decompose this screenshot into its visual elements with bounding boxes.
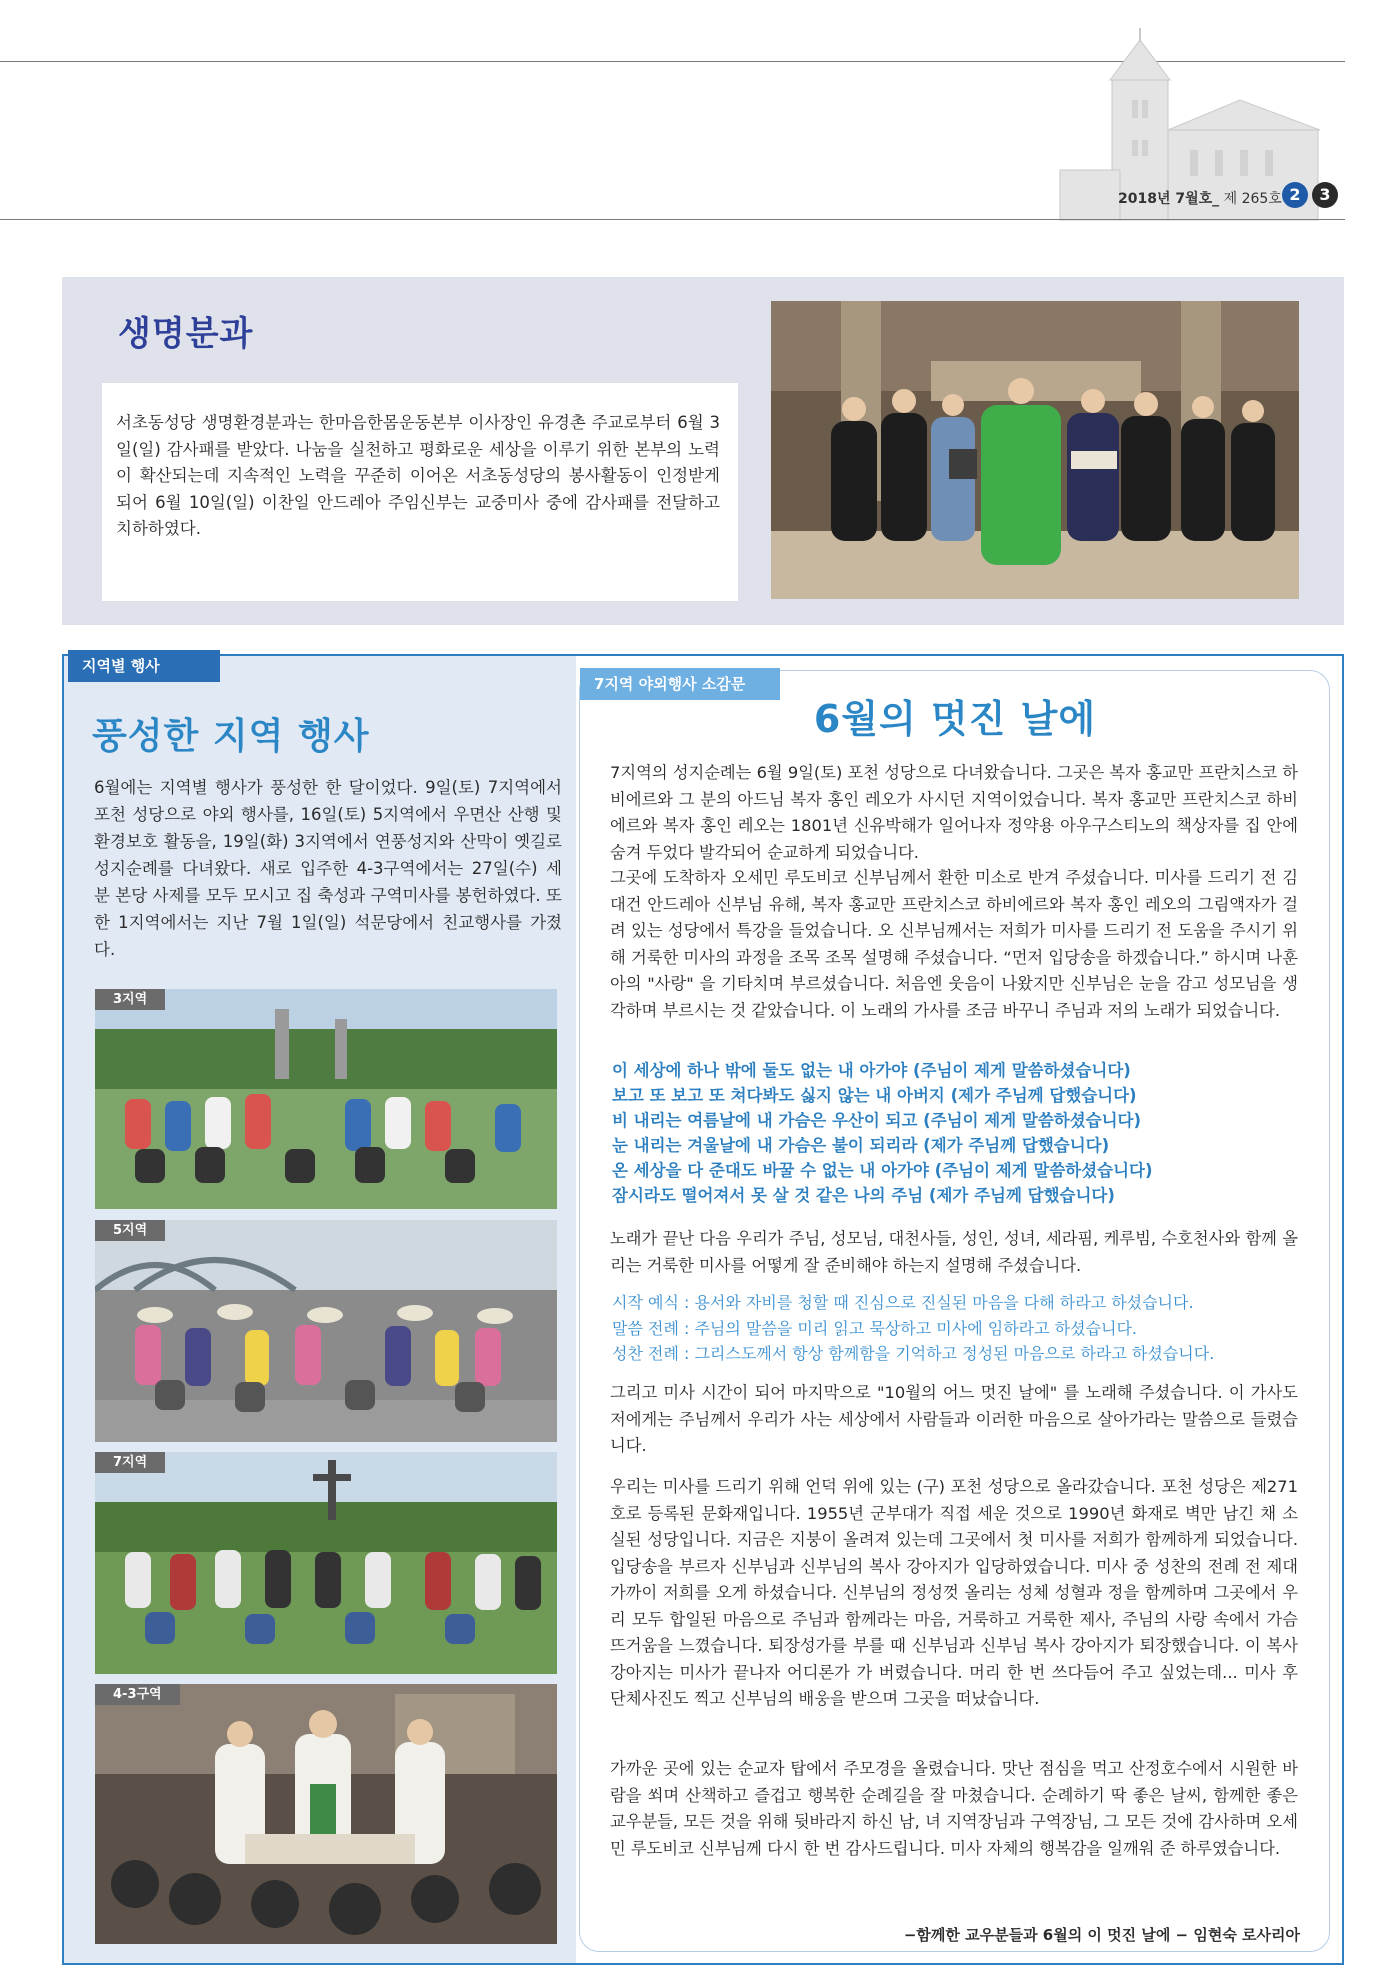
region5-photo: [95, 1220, 557, 1442]
right-section-title: 6월의 멋진 날에: [813, 697, 1097, 741]
photo-label-block43: 4-3구역: [95, 1684, 180, 1705]
top-section-body: 서초동성당 생명환경분과는 한마음한몸운동본부 이사장인 유경촌 주교로부터 6월 3일(일) 감사패를 받았다. 나눔을 실천하고 평화로운 세상을 이루기 위한 본부의 노력이 확산되는데 지속적인 노력을 꾸준히 이어온 서초동성당의 봉사활동이 인정받게 되어 6월 10일(일) 이찬일 안드레아 주임신부는 교중미사 중에 감사패를 전달하고 치하하였다.: [116, 413, 720, 538]
left-section-body: 6월에는 지역별 행사가 풍성한 한 달이었다. 9일(토) 7지역에서 포천 성당으로 야외 행사를, 16일(토) 5지역에서 우면산 산행 및 환경보호 활동을, 19일(화) 3지역에서 연풍성지와 산막이 옛길로 성지순례를 다녀왔다. 새로 입주한 4-3구역에서는 27일(수) 세 분 본당 사제를 모두 모시고 집 축성과 구역미사를 봉헌하였다. 또한 1지역에서는 지난 7월 1일(일) 석문당에서 친교행사를 가졌다.: [94, 778, 562, 959]
photo-label-region5: 5지역: [95, 1220, 165, 1241]
lyric-line: 눈 내리는 겨울날에 내 가슴은 불이 되리라 (제가 주님께 답했습니다): [612, 1136, 1110, 1155]
lyric-line: 온 세상을 다 준대도 바꿀 수 없는 내 아가야 (주님이 제게 말씀하셨습니다): [612, 1161, 1153, 1180]
issue-date: 2018년 7월호_: [1118, 191, 1220, 207]
award-ceremony-photo: [771, 301, 1299, 599]
left-section-tag: 지역별 행사: [68, 650, 220, 682]
right-section-tag: 7지역 야외행사 소감문: [580, 668, 780, 700]
essay-paragraph-6: 가까운 곳에 있는 순교자 탑에서 주모경을 올렸습니다. 맛난 점심을 먹고 산정호수에서 시원한 바람을 쐬며 산책하고 즐겁고 행복한 순례길을 잘 마쳤습니다. 순례하기 딱 좋은 날씨, 함께한 좋은 교우분들, 모든 것을 위해 뒷바라지 하신 남, 녀 지역장님과 구역장님, 그 모든 것에 감사하며 오세민 루도비코 신부님께 다시 한 번 감사드립니다. 미사 자체의 행복감을 일깨워 준 하루였습니다.: [610, 1759, 1298, 1858]
lyric-line: 비 내리는 여름날에 내 가슴은 우산이 되고 (주님이 제게 말씀하셨습니다): [612, 1111, 1142, 1130]
header-bottom-rule: [0, 219, 1345, 220]
lyric-line: 보고 또 보고 또 쳐다봐도 싫지 않는 내 아버지 (제가 주님께 답했습니다): [612, 1086, 1137, 1105]
issue-number: 제 265호: [1223, 191, 1282, 207]
page-number-right: 3: [1312, 182, 1338, 208]
photo-label-region7: 7지역: [95, 1452, 165, 1473]
rite-line: 시작 예식 : 용서와 자비를 청할 때 진심으로 진실된 마음을 다해 하라고 하셨습니다.: [612, 1293, 1194, 1312]
top-section-title: 생명분과: [118, 314, 254, 354]
mass-rites-list: [612, 1290, 1302, 1367]
lyric-line: 이 세상에 하나 밖에 둘도 없는 내 아가야 (주님이 제게 말씀하셨습니다): [612, 1061, 1131, 1080]
block43-photo: [95, 1684, 557, 1944]
rite-line: 성찬 전례 : 그리스도께서 항상 함께함을 기억하고 정성된 마음으로 하라고 하셨습니다.: [612, 1344, 1215, 1363]
region7-photo: [95, 1452, 557, 1674]
essay-paragraph-1: 7지역의 성지순례는 6월 9일(토) 포천 성당으로 다녀왔습니다. 그곳은 복자 홍교만 프란치스코 하비에르와 그 분의 아드님 복자 홍인 레오가 사시던 지역이었습니다. 복자 홍교만 프란치스코 하비에르와 복자 홍인 레오는 1801년 신유박해가 일어나자 정약용 아우구스티노의 책상자를 집 안에 숨겨 두었다 발각되어 순교하게 되었습니다.: [610, 763, 1298, 862]
lyric-line: 잠시라도 떨어져서 못 살 것 같은 나의 주님 (제가 주님께 답했습니다): [612, 1186, 1115, 1205]
issue-info: [1118, 188, 1282, 208]
photo-label-region3: 3지역: [95, 989, 165, 1010]
rite-line: 말씀 전례 : 주님의 말씀을 미리 읽고 묵상하고 미사에 임하라고 하셨습니다.: [612, 1318, 1138, 1338]
page-number-left: 2: [1282, 182, 1308, 208]
region3-photo: [95, 989, 557, 1209]
essay-paragraph-4: 그리고 미사 시간이 되어 마지막으로 "10월의 어느 멋진 날에" 를 노래해 주셨습니다. 이 가사도 저에게는 주님께서 우리가 사는 세상에서 사람들과 이러한 마음으로 살아가라는 말씀으로 들렸습니다.: [610, 1383, 1298, 1455]
essay-paragraph-2: 그곳에 도착하자 오세민 루도비코 신부님께서 환한 미소로 반겨 주셨습니다. 미사를 드리기 전 김대건 안드레아 신부님 유해, 복자 홍교만 프란치스코 하비에르와 복자 홍인 레오의 그림액자가 걸려 있는 성당에서 특강을 들었습니다. 오 신부님께서는 저희가 미사를 드리기 전 도움을 주시기 위해 거룩한 미사의 과정을 조목 조목 설명해 주셨습니다. “먼저 입당송을 하겠습니다.” 하시며 나훈아의 "사랑" 을 기타치며 부르셨습니다. 처음엔 웃음이 나왔지만 신부님은 눈을 감고 성모님을 생각하며 부르시는 것 같았습니다. 이 노래의 가사를 조금 바꾸니 주님과 저의 노래가 되었습니다.: [610, 868, 1298, 1020]
left-section-title: 풍성한 지역 행사: [92, 716, 370, 757]
song-lyrics: [612, 1058, 1302, 1208]
essay-paragraph-3: 노래가 끝난 다음 우리가 주님, 성모님, 대천사들, 성인, 성녀, 세라핌, 케루빔, 수호천사와 함께 올리는 거룩한 미사를 어떻게 잘 준비해야 하는지 설명해 주셨습니다.: [610, 1229, 1298, 1275]
essay-paragraph-5: 우리는 미사를 드리기 위해 언덕 위에 있는 (구) 포천 성당으로 올라갔습니다. 포천 성당은 제271호로 등록된 문화재입니다. 1955년 군부대가 직접 세운 것으로 1990년 화재로 벽만 남긴 채 소실된 성당입니다. 지금은 지붕이 올려져 있는데 그곳에서 첫 미사를 저희가 함께하게 되었습니다. 입당송을 부르자 신부님과 신부님의 복사 강아지가 입당하였습니다. 미사 중 성찬의 전례 전 제대 가까이 저희를 오게 하셨습니다. 신부님의 정성껏 올리는 성체 성혈과 정을 함께하며 그곳에서 우리 모두 합일된 마음으로 주님과 함께라는 마음, 거룩하고 거룩한 제사, 주님의 사랑 속에서 가슴 뜨거움을 느꼈습니다. 퇴장성가를 부를 때 신부님과 신부님 복사 강아지가 퇴장했습니다. 이 복사 강아지는 미사가 끝나자 어디론가 가 버렸습니다. 머리 한 번 쓰다듬어 주고 싶었는데... 미사 후 단체사진도 찍고 신부님의 배웅을 받으며 그곳을 떠났습니다.: [610, 1477, 1298, 1708]
essay-signature: −함께한 교우분들과 6월의 이 멋진 날에 − 임현숙 로사리아: [903, 1926, 1300, 1944]
